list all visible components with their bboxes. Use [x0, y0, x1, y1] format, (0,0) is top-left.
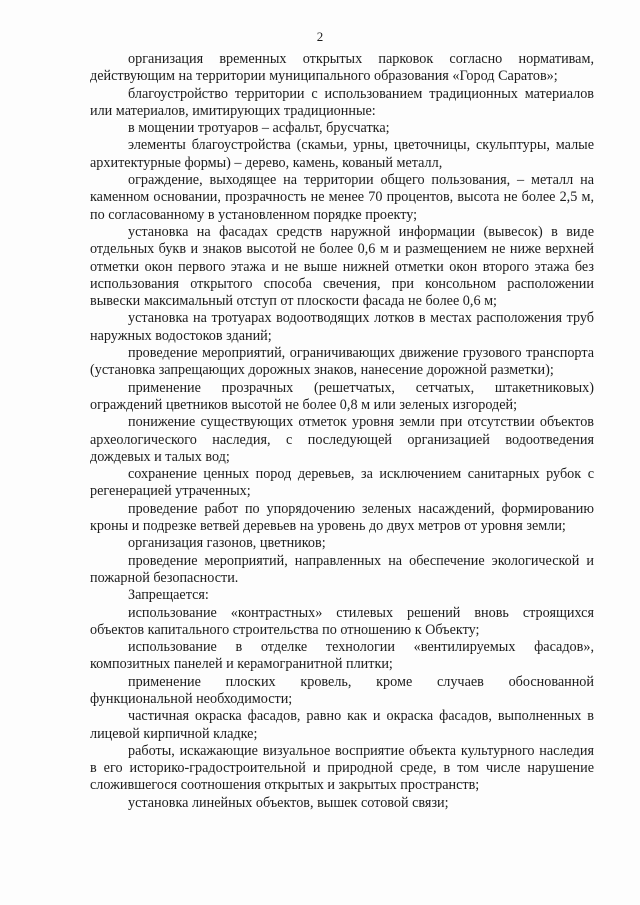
- paragraph-green-spaces: проведение работ по упорядочению зеленых насаждений, формированию кроны и подрезке ветвей деревьев на уровень до двух метров от уровня земли;: [90, 500, 594, 535]
- paragraph-linear-objects: установка линейных объектов, вышек сотовой связи;: [128, 794, 449, 811]
- paragraph-parking: организация временных открытых парковок согласно нормативам, действующим на территории муниципального образования «Город Саратов»;: [90, 51, 594, 85]
- paragraph-landscape-elements: элементы благоустройства (скамьи, урны, цветочницы, скульптуры, малые архитектурные формы) – дерево, камень, кованый металл,: [90, 137, 594, 171]
- paragraph-lawns: организация газонов, цветников;: [128, 535, 326, 552]
- paragraph-prohibited-heading: Запрещается:: [128, 587, 209, 604]
- paragraph-flat-roofs: применение плоских кровель, кроме случаев обоснованной функциональной необходимости;: [90, 673, 594, 707]
- paragraph-visual-perception: работы, искажающие визуальное восприятие объекта культурного наследия в его историко-градостроительной и природной среде, в том числе нарушение сложившегося соотношения открытых и закрытых пространств;: [90, 742, 594, 794]
- paragraph-freight-traffic: проведение мероприятий, ограничивающих движение грузового транспорта (установка запрещающих дорожных знаков, нанесение дорожной разметки);: [90, 345, 594, 379]
- paragraph-fencing: ограждение, выходящее на территории общего пользования, – металл на каменном основании, прозрачность не менее 70 процентов, высота не более 2,5 м, по согласованному в установленном порядке проекту;: [90, 172, 594, 223]
- paragraph-contrast-styles: использование «контрастных» стилевых решений вновь строящихся объектов капитального строительства по отношению к Объекту;: [90, 604, 594, 638]
- paragraph-facade-painting: частичная окраска фасадов, равно как и окраска фасадов, выполненных в лицевой кирпичной кладке;: [90, 708, 594, 742]
- paragraph-tree-preservation: сохранение ценных пород деревьев, за исключением санитарных рубок с регенерацией утраченных;: [90, 466, 594, 500]
- page-number: 2: [316, 29, 324, 44]
- paragraph-sidewalk-paving: в мощении тротуаров – асфальт, брусчатка;: [128, 120, 390, 137]
- paragraph-signage: установка на фасадах средств наружной информации (вывесок) в виде отдельных букв и знаков высотой не более 0,6 м и размещением не ниже верхней отметки окон первого этажа и не выше нижней отметки окон второго этажа без использования открытого способа свечения, при консольном расположении вывески максимальный отступ от плоскости фасада не более 0,6 м;: [90, 223, 594, 310]
- paragraph-flowerbed-fences: применение прозрачных (решетчатых, сетчатых, штакетниковых) ограждений цветников высотой не более 0,8 м или зеленых изгородей;: [90, 379, 594, 413]
- paragraph-drainage-trays: установка на тротуарах водоотводящих лотков в местах расположения труб наружных водостоков зданий;: [90, 310, 594, 344]
- document-body: [90, 51, 594, 812]
- paragraph-ground-level: понижение существующих отметок уровня земли при отсутствии объектов археологического наследия, с последующей организацией водоотведения дождевых и талых вод;: [90, 414, 594, 465]
- paragraph-ventilated-facades: использование в отделке технологии «вентилируемых фасадов», композитных панелей и керамогранитной плитки;: [90, 639, 594, 673]
- paragraph-safety: проведение мероприятий, направленных на обеспечение экологической и пожарной безопасности.: [90, 552, 594, 586]
- paragraph-landscaping: благоустройство территории с использованием традиционных материалов или материалов, имитирующих традиционные:: [90, 85, 594, 119]
